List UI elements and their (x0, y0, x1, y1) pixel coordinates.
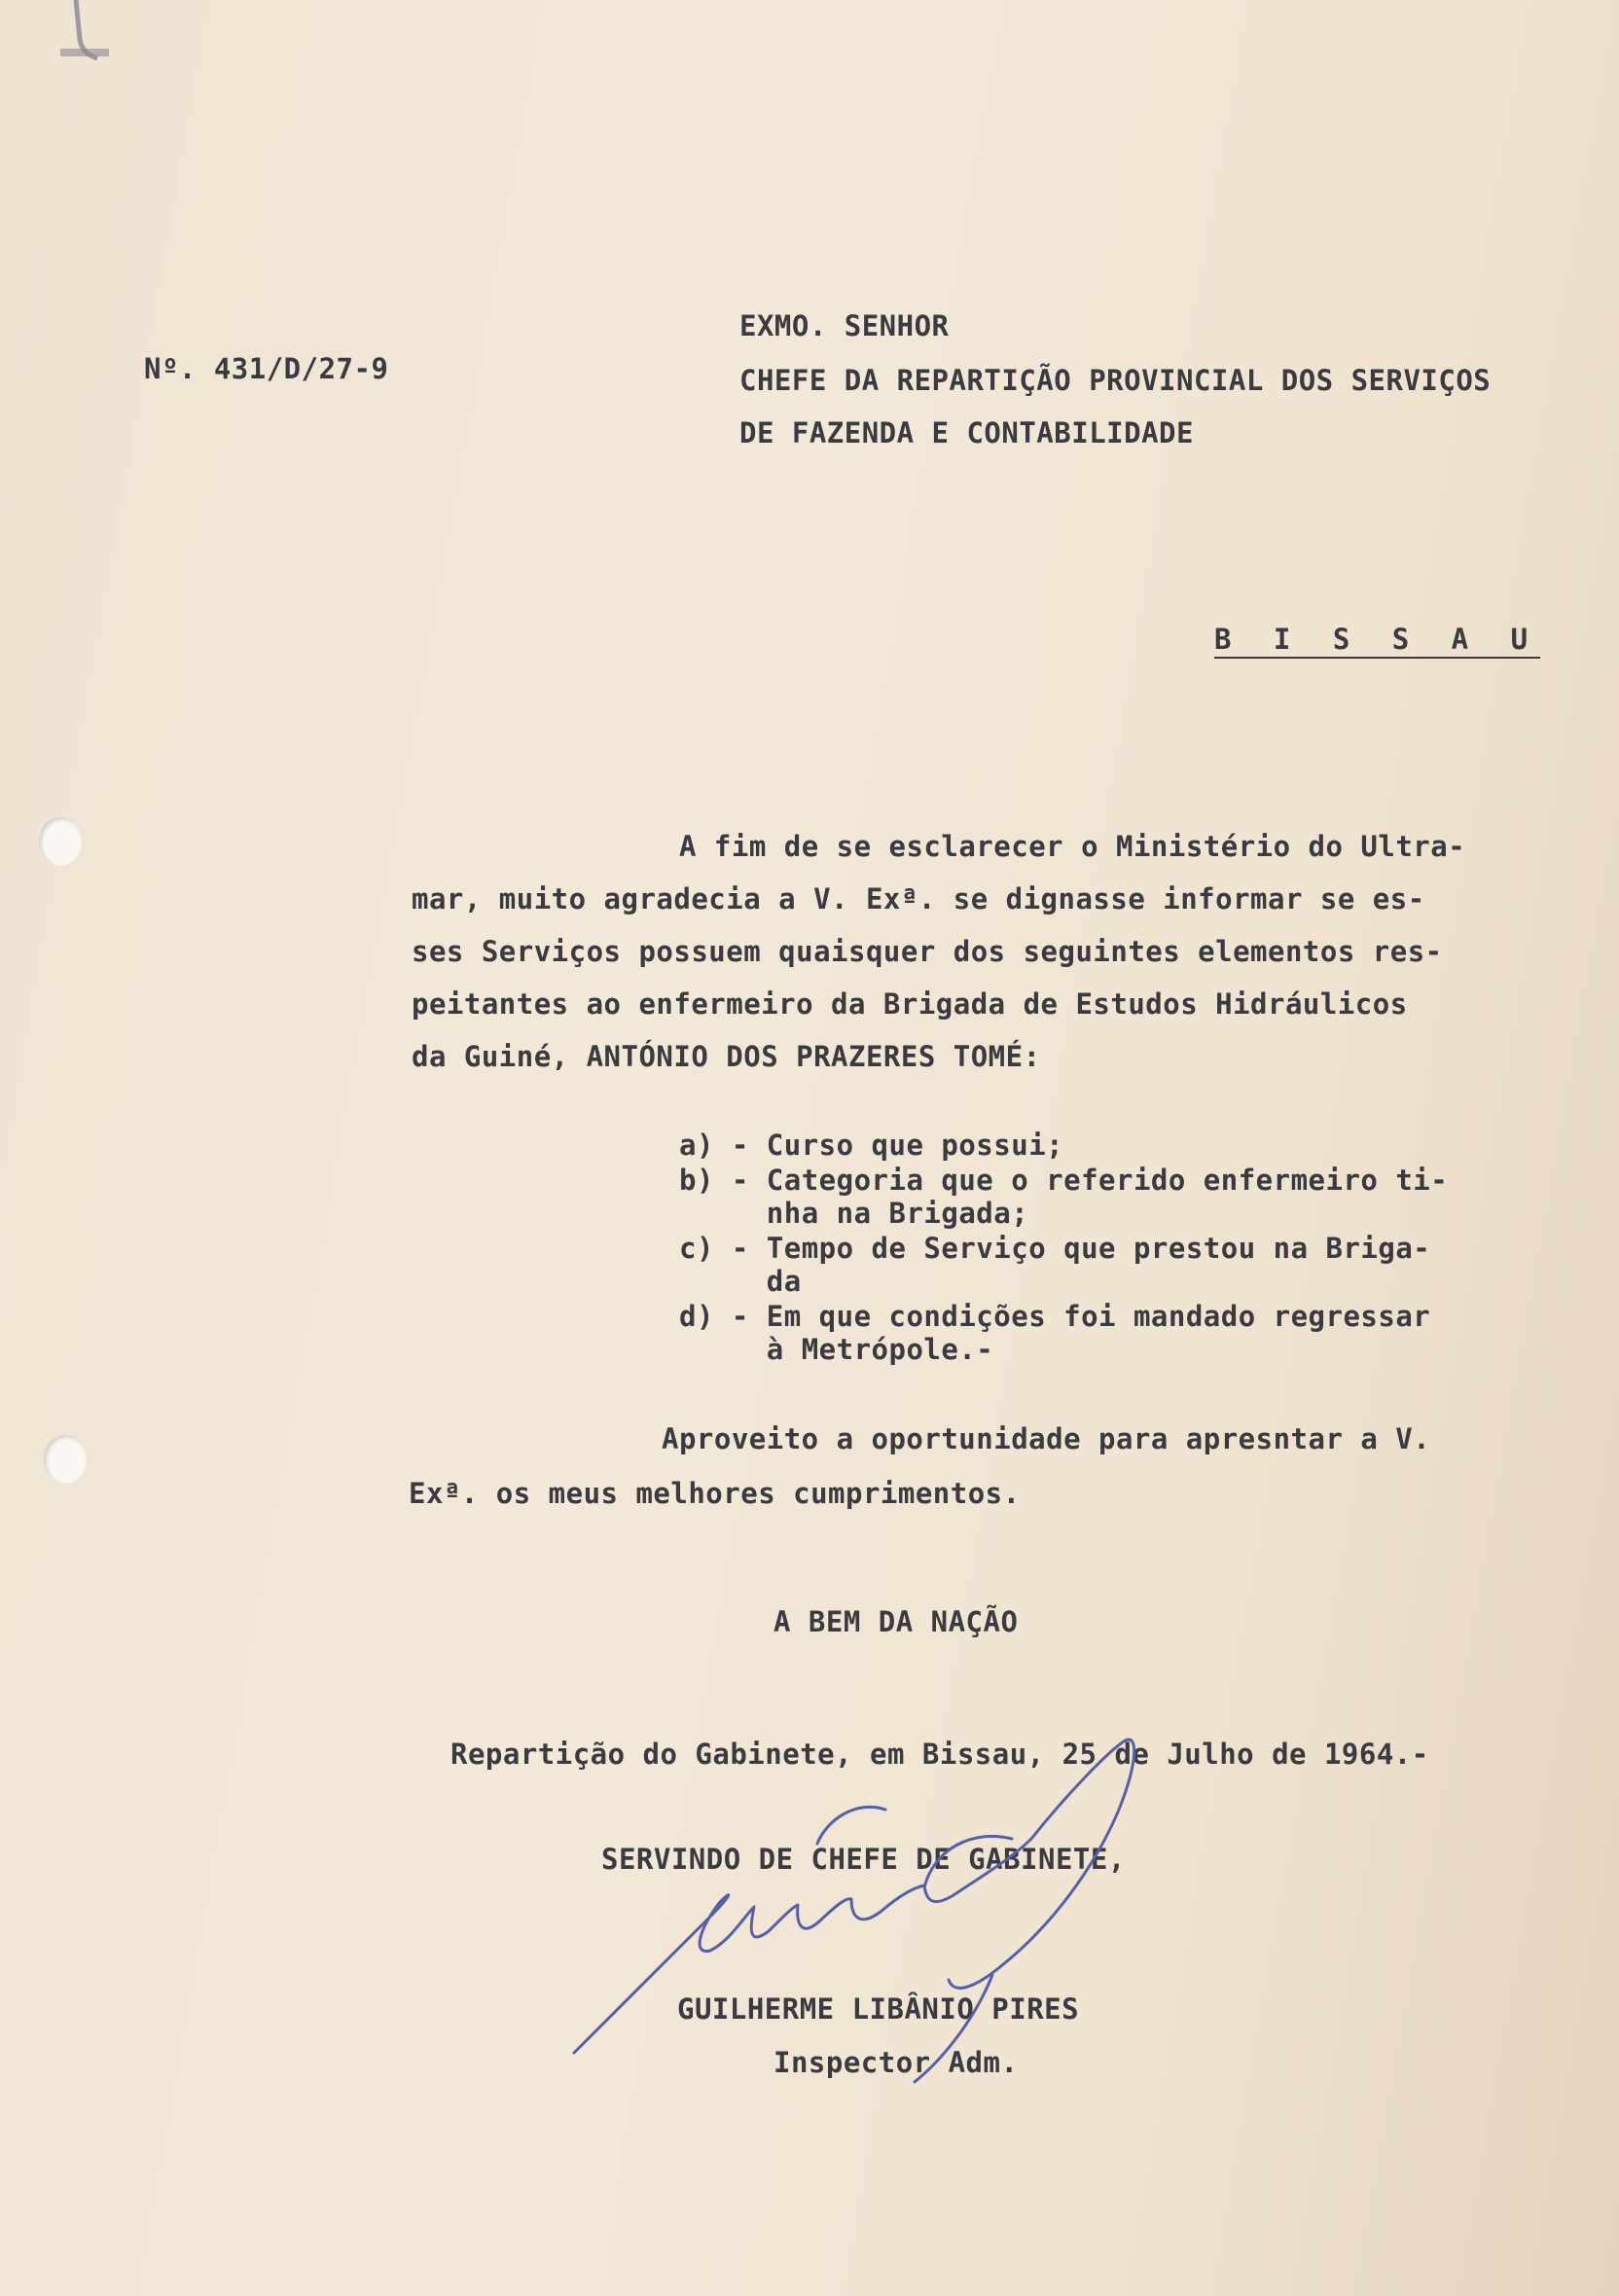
addressee-line-1: EXMO. SENHOR (739, 309, 950, 342)
addressee-line-2: CHEFE DA REPARTIÇÃO PROVINCIAL DOS SERVIÇOS (739, 364, 1492, 397)
list-item: a) - Curso que possui; (679, 1129, 1064, 1162)
list-item: da (679, 1265, 802, 1298)
signatory-name: GUILHERME LIBÂNIO PIRES (677, 1992, 1080, 2026)
handwritten-signature (564, 1732, 1304, 2121)
signatory-role: SERVINDO DE CHEFE DE GABINETE, (601, 1843, 1126, 1876)
list-item: c) - Tempo de Serviço que prestou na Briga- (679, 1232, 1431, 1265)
list-item: b) - Categoria que o referido enfermeiro ti- (679, 1164, 1449, 1197)
paragraph-line: peitantes ao enfermeiro da Brigada de Estudos Hidráulicos (412, 987, 1408, 1021)
list-item: à Metrópole.- (679, 1333, 994, 1366)
paragraph-line: da Guiné, ANTÓNIO DOS PRAZERES TOMÉ: (412, 1040, 1041, 1073)
paragraph-line: Exª. os meus melhores cumprimentos. (409, 1477, 1021, 1510)
motto: A BEM DA NAÇÃO (774, 1605, 1019, 1638)
paragraph-line: A fim de se esclarecer o Ministério do Ultra- (679, 830, 1466, 863)
reference-number: Nº. 431/D/27-9 (144, 352, 389, 385)
list-item: d) - Em que condições foi mandado regressar (679, 1300, 1431, 1333)
staple-mark (58, 0, 112, 68)
place-date: Repartição do Gabinete, em Bissau, 25 de Julho de 1964.- (450, 1738, 1429, 1771)
paragraph-line: mar, muito agradecia a V. Exª. se dignasse informar se es- (412, 882, 1425, 915)
signatory-title: Inspector Adm. (774, 2046, 1019, 2079)
addressee-line-3: DE FAZENDA E CONTABILIDADE (739, 416, 1194, 449)
paragraph-line: Aproveito a oportunidade para apresntar a V. (662, 1422, 1431, 1455)
punch-hole-top (39, 817, 82, 866)
punch-hole-bottom (44, 1435, 87, 1484)
list-item: nha na Brigada; (679, 1197, 1029, 1230)
paragraph-line: ses Serviços possuem quaisquer dos seguintes elementos res- (412, 935, 1443, 968)
destination-city: B I S S A U (1214, 623, 1541, 656)
